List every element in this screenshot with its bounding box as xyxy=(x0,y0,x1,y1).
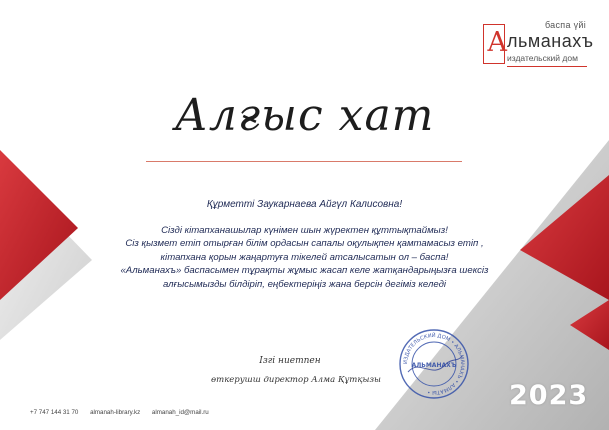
logo-top-label: баспа үйі xyxy=(544,20,586,30)
footer-phone: +7 747 144 31 70 xyxy=(30,409,79,416)
body-line: Сізді кітапханашылар күнімен шын жүректен құттықтаймыз! xyxy=(161,225,448,236)
certificate-title: Алғыс хат xyxy=(174,90,435,141)
footer-contacts xyxy=(30,409,219,416)
logo-letter: А xyxy=(487,27,508,58)
logo-letter-box xyxy=(483,24,508,64)
body-line: кітапхана қорын жаңартуға тікелей атсалысатын ол – баспа! xyxy=(160,251,449,263)
title-divider xyxy=(146,161,462,162)
body-line: алғысымызды білдіріп, еңбектеріңіз жана берсін дегіміз келеді xyxy=(162,278,447,290)
signature-name: өткерушш директор Алма Құтқызы xyxy=(211,375,381,385)
official-stamp xyxy=(398,328,470,400)
signature-greeting: Ізгі ниетпен xyxy=(259,356,321,366)
stamp-center-text: АЛЬМАНАХЪ xyxy=(411,362,457,369)
year-label: 2023 xyxy=(509,380,589,411)
logo-subtitle: издательский дом xyxy=(507,53,578,63)
footer-email: almanah_id@mail.ru xyxy=(151,409,209,416)
footer-website: almanah-library.kz xyxy=(90,409,141,416)
message-body xyxy=(90,224,519,291)
logo-name: льманахъ xyxy=(507,31,594,51)
greeting: Құрметті Заукарнаева Айгүл Калисовна! xyxy=(206,199,403,210)
stamp-ring-text: ИЗДАТЕЛЬСКИЙ ДОМ • АЛЬМАНАХЪ • АЛМАТЫ • xyxy=(402,332,466,396)
logo-underline xyxy=(507,66,587,67)
body-line: Сіз қызмет етіп отырған білім ордасын сапалы оқулықпен қамтамасыз етіп , xyxy=(125,238,484,250)
body-line: «Альманахъ» баспасымен тұрақты жұмыс жасап келе жатқандарыңызға шексіз xyxy=(120,265,489,277)
publisher-logo xyxy=(483,20,594,70)
